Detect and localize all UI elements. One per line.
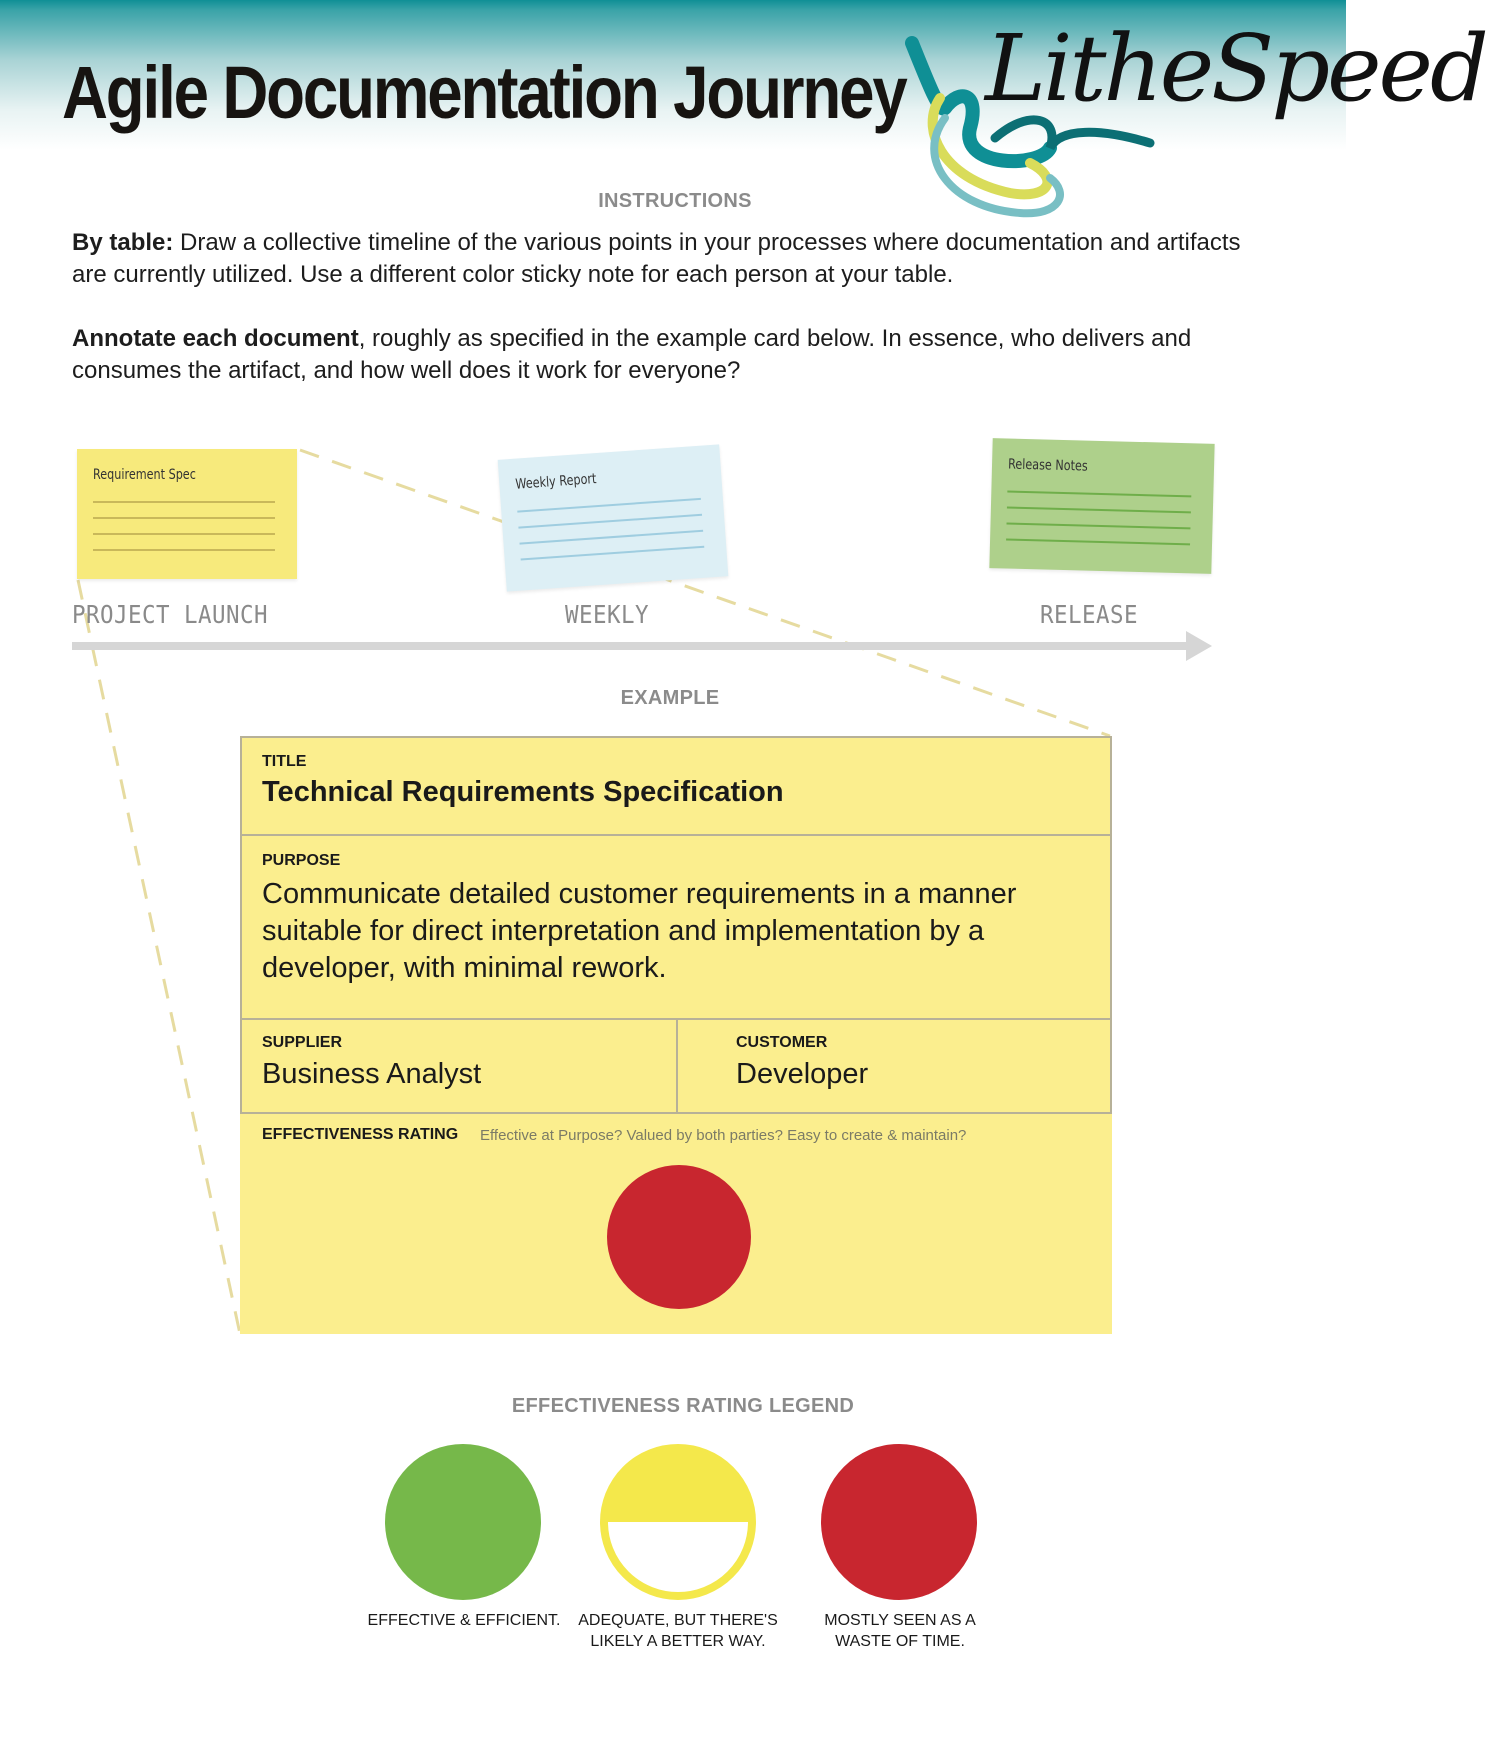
legend-dot-green	[385, 1444, 541, 1600]
note-rule	[518, 514, 702, 529]
sticky-note-label: Weekly Report	[514, 471, 597, 493]
supplier-value: Business Analyst	[262, 1058, 482, 1090]
instructions-heading: INSTRUCTIONS	[598, 190, 752, 212]
connector-dash-left	[78, 580, 240, 1334]
sticky-note-release-notes[interactable]	[989, 438, 1214, 574]
instructions-para2-text: , roughly as specified in the example card below. In essence, who delivers and consumes the artifact, and how well does it work for everyone?	[72, 325, 1192, 384]
legend-caption-adequate	[563, 1610, 793, 1652]
legend-caption-line: ADEQUATE, BUT THERE'S	[578, 1612, 778, 1629]
note-rule	[1007, 491, 1191, 498]
purpose-label: PURPOSE	[262, 852, 341, 869]
legend-caption-line: LIKELY A BETTER WAY.	[590, 1633, 766, 1650]
instructions-para1-bold: By table:	[72, 229, 174, 256]
legend-circles	[380, 1442, 980, 1602]
stage-label-project-launch: PROJECT LAUNCH	[72, 600, 268, 629]
lithespeed-logo-text: LitheSpeed	[985, 15, 1486, 122]
note-rule	[93, 501, 275, 503]
rating-dot-red	[607, 1165, 751, 1309]
title-label: TITLE	[262, 753, 307, 770]
supplier-cell	[240, 1018, 678, 1114]
example-heading: EXAMPLE	[620, 687, 720, 709]
legend-caption-line: WASTE OF TIME.	[835, 1633, 965, 1650]
instructions-para2-bold: Annotate each document	[72, 325, 359, 352]
legend-caption-line: MOSTLY SEEN AS A	[824, 1612, 976, 1629]
title-value: Technical Requirements Specification	[262, 776, 784, 808]
timeline-arrowhead	[1186, 631, 1212, 661]
purpose-cell	[240, 834, 1112, 1020]
legend-caption-line: EFFECTIVE & EFFICIENT.	[367, 1612, 561, 1629]
note-rule	[1006, 539, 1190, 546]
note-rule	[521, 546, 705, 561]
example-rating-circle	[606, 1164, 752, 1310]
legend-caption-effective	[349, 1610, 579, 1631]
effectiveness-rating-label: EFFECTIVENESS RATING	[262, 1126, 459, 1143]
stage-label-weekly: WEEKLY	[565, 600, 649, 629]
legend-dot-red	[821, 1444, 977, 1600]
sticky-note-label: Release Notes	[1007, 456, 1088, 475]
note-rule	[519, 530, 703, 545]
sticky-note-weekly-report[interactable]	[498, 444, 729, 591]
customer-value: Developer	[736, 1058, 869, 1090]
customer-label: CUSTOMER	[736, 1034, 828, 1051]
legend-dot-yellow-half	[604, 1448, 752, 1596]
instructions-para1-text: Draw a collective timeline of the various points in your processes where documentation and artifacts are currently utilized. Use a different color sticky note for each person at your table.	[72, 229, 1241, 288]
title-cell	[240, 736, 1112, 836]
note-rule	[93, 517, 275, 519]
sticky-note-requirement-spec[interactable]	[77, 449, 297, 579]
purpose-value: Communicate detailed customer requirements in a manner suitable for direct interpretation and implementation by a developer, with minimal rework.	[262, 878, 1017, 984]
stage-label-release: RELEASE	[1040, 600, 1138, 629]
page-title: Agile Documentation Journey	[62, 51, 906, 134]
example-card	[240, 736, 1112, 1334]
legend-heading: EFFECTIVENESS RATING LEGEND	[511, 1395, 855, 1417]
note-rule	[1007, 507, 1191, 514]
effectiveness-rating-hint: Effective at Purpose? Valued by both parties? Easy to create & maintain?	[480, 1127, 967, 1144]
note-rule	[1006, 523, 1190, 530]
legend-caption-waste	[785, 1610, 1015, 1652]
customer-cell	[676, 1018, 1112, 1114]
sticky-note-label: Requirement Spec	[93, 467, 196, 483]
supplier-label: SUPPLIER	[262, 1034, 343, 1051]
note-rule	[517, 498, 701, 513]
note-rule	[93, 549, 275, 551]
note-rule	[93, 533, 275, 535]
